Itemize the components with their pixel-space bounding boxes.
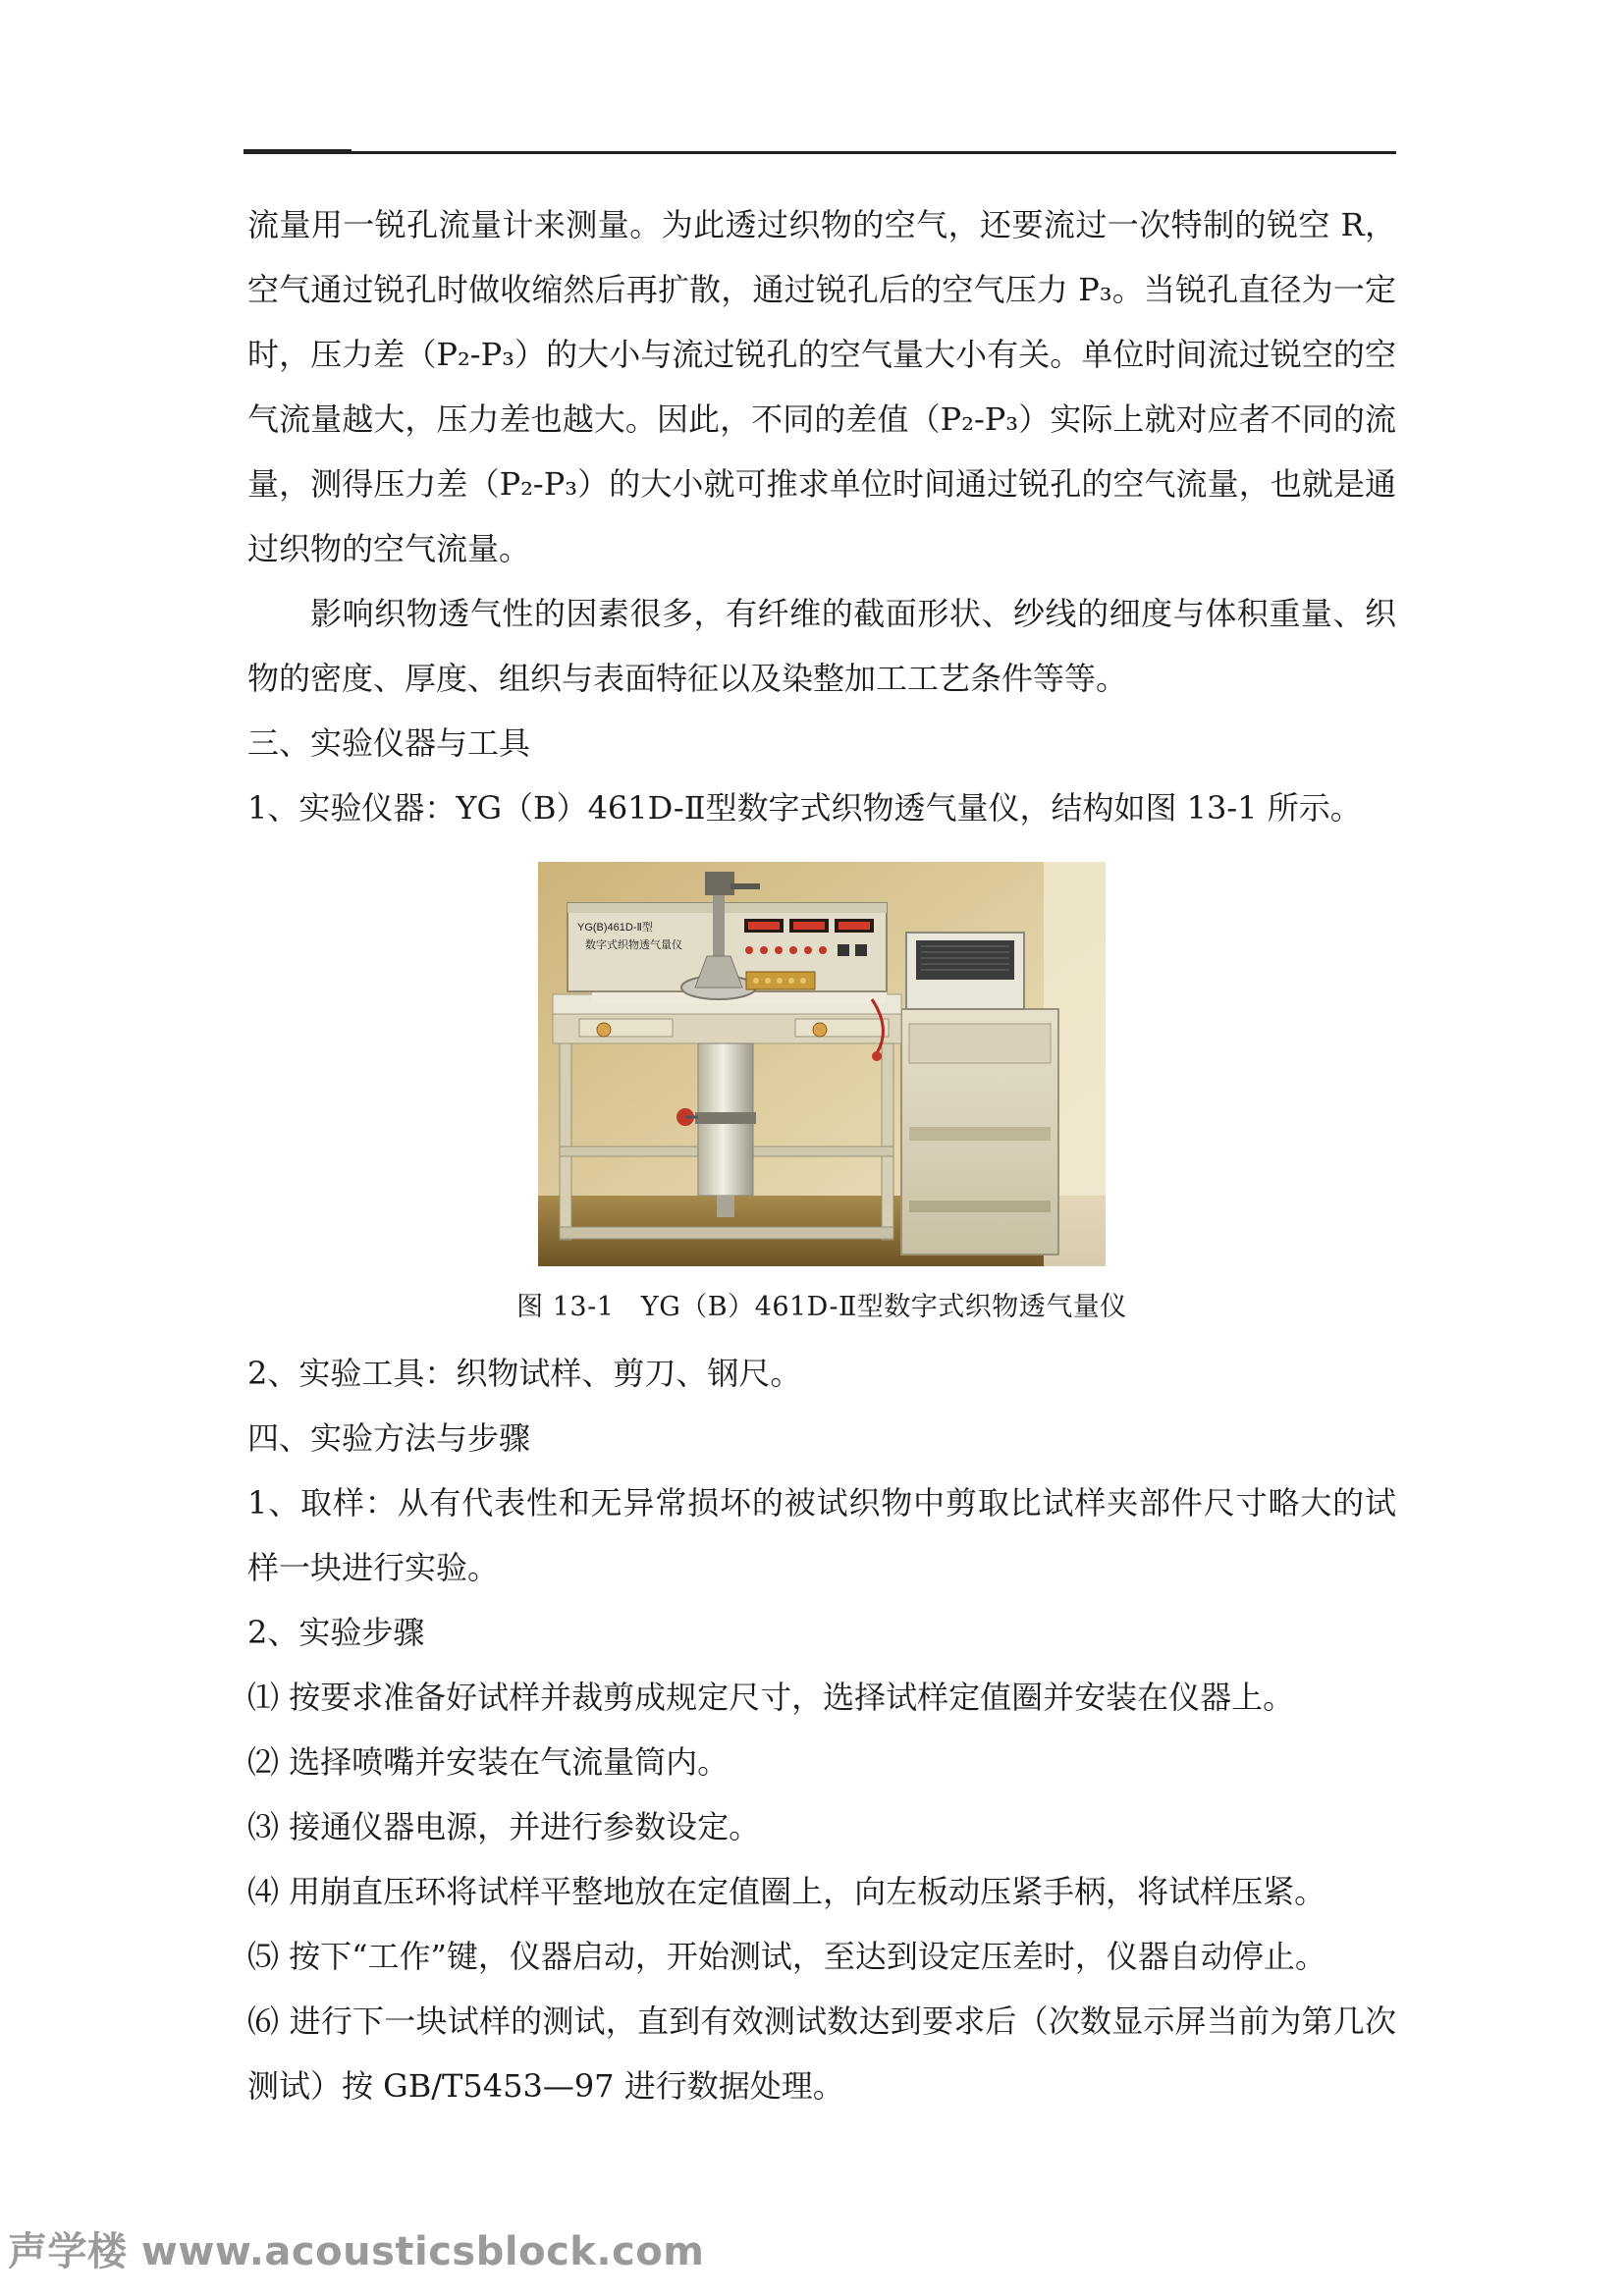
section-heading-instruments: 三、实验仪器与工具 [247, 724, 531, 762]
step-5: ⑸ 按下“工作”键，仪器启动，开始测试，至达到设定压差时，仪器自动停止。 [247, 1938, 1326, 1975]
step-2: ⑵ 选择喷嘴并安装在气流量筒内。 [247, 1743, 730, 1781]
step-1: ⑴ 按要求准备好试样并裁剪成规定尺寸，选择试样定值圈并安装在仪器上。 [247, 1679, 1295, 1716]
instrument-photo-svg [538, 862, 1106, 1266]
watermark: 声学楼 www.acousticsblock.com [8, 2229, 705, 2274]
paragraph-tools: 2、实验工具：织物试样、剪刀、钢尺。 [247, 1355, 802, 1392]
figure-caption: 图 13-1 YG（B）461D-Ⅱ型数字式织物透气量仪 [516, 1292, 1127, 1322]
paragraph-influencing-factors: 影响织物透气性的因素很多，有纤维的截面形状、纱线的细度与体积重量、织物的密度、厚度、组织与表面特征以及染整加工工艺条件等等。 [247, 595, 1396, 697]
paragraph-airflow-measurement: 流量用一锐孔流量计来测量。为此透过织物的空气，还要流过一次特制的锐空 R，空气通过锐孔时做收缩然后再扩散，通过锐孔后的空气压力 P₃。当锐孔直径为一定时，压力差（P₂-P₃）的大小与流过锐孔的空气量大小有关。单位时间流过锐空的空气流量越大，压力差也越大。因此，不同的差值（P₂-P₃）实际上就对应者不同的流量，测得压力差（P₂-P₃）的大小就可推求单位时间通过锐孔的空气流量，也就是通过织物的空气流量。 [247, 206, 1396, 567]
paragraph-instrument: 1、实验仪器：YG（B）461D-Ⅱ型数字式织物透气量仪，结构如图 13-1 所示。 [247, 789, 1362, 827]
step-4: ⑷ 用崩直压环将试样平整地放在定值圈上，向左板动压紧手柄，将试样压紧。 [247, 1873, 1326, 1910]
step-3: ⑶ 接通仪器电源，并进行参数设定。 [247, 1808, 761, 1845]
step-6: ⑹ 进行下一块试样的测试，直到有效测试数达到要求后（次数显示屏当前为第几次测试）按 GB/T5453—97 进行数据处理。 [247, 2002, 1396, 2105]
paragraph-steps-heading: 2、实验步骤 [247, 1614, 425, 1651]
header-rule [243, 151, 1396, 154]
panel-label-line1: YG(B)461D-Ⅱ型 [577, 922, 653, 934]
instrument-photo [538, 862, 1106, 1266]
page-body [247, 192, 1396, 2118]
paragraph-sampling: 1、取样：从有代表性和无异常损坏的被试织物中剪取比试样夹部件尺寸略大的试样一块进行实验。 [247, 1484, 1396, 1586]
section-heading-methods: 四、实验方法与步骤 [247, 1419, 531, 1457]
panel-label-line2: 数字式织物透气量仪 [585, 939, 682, 951]
